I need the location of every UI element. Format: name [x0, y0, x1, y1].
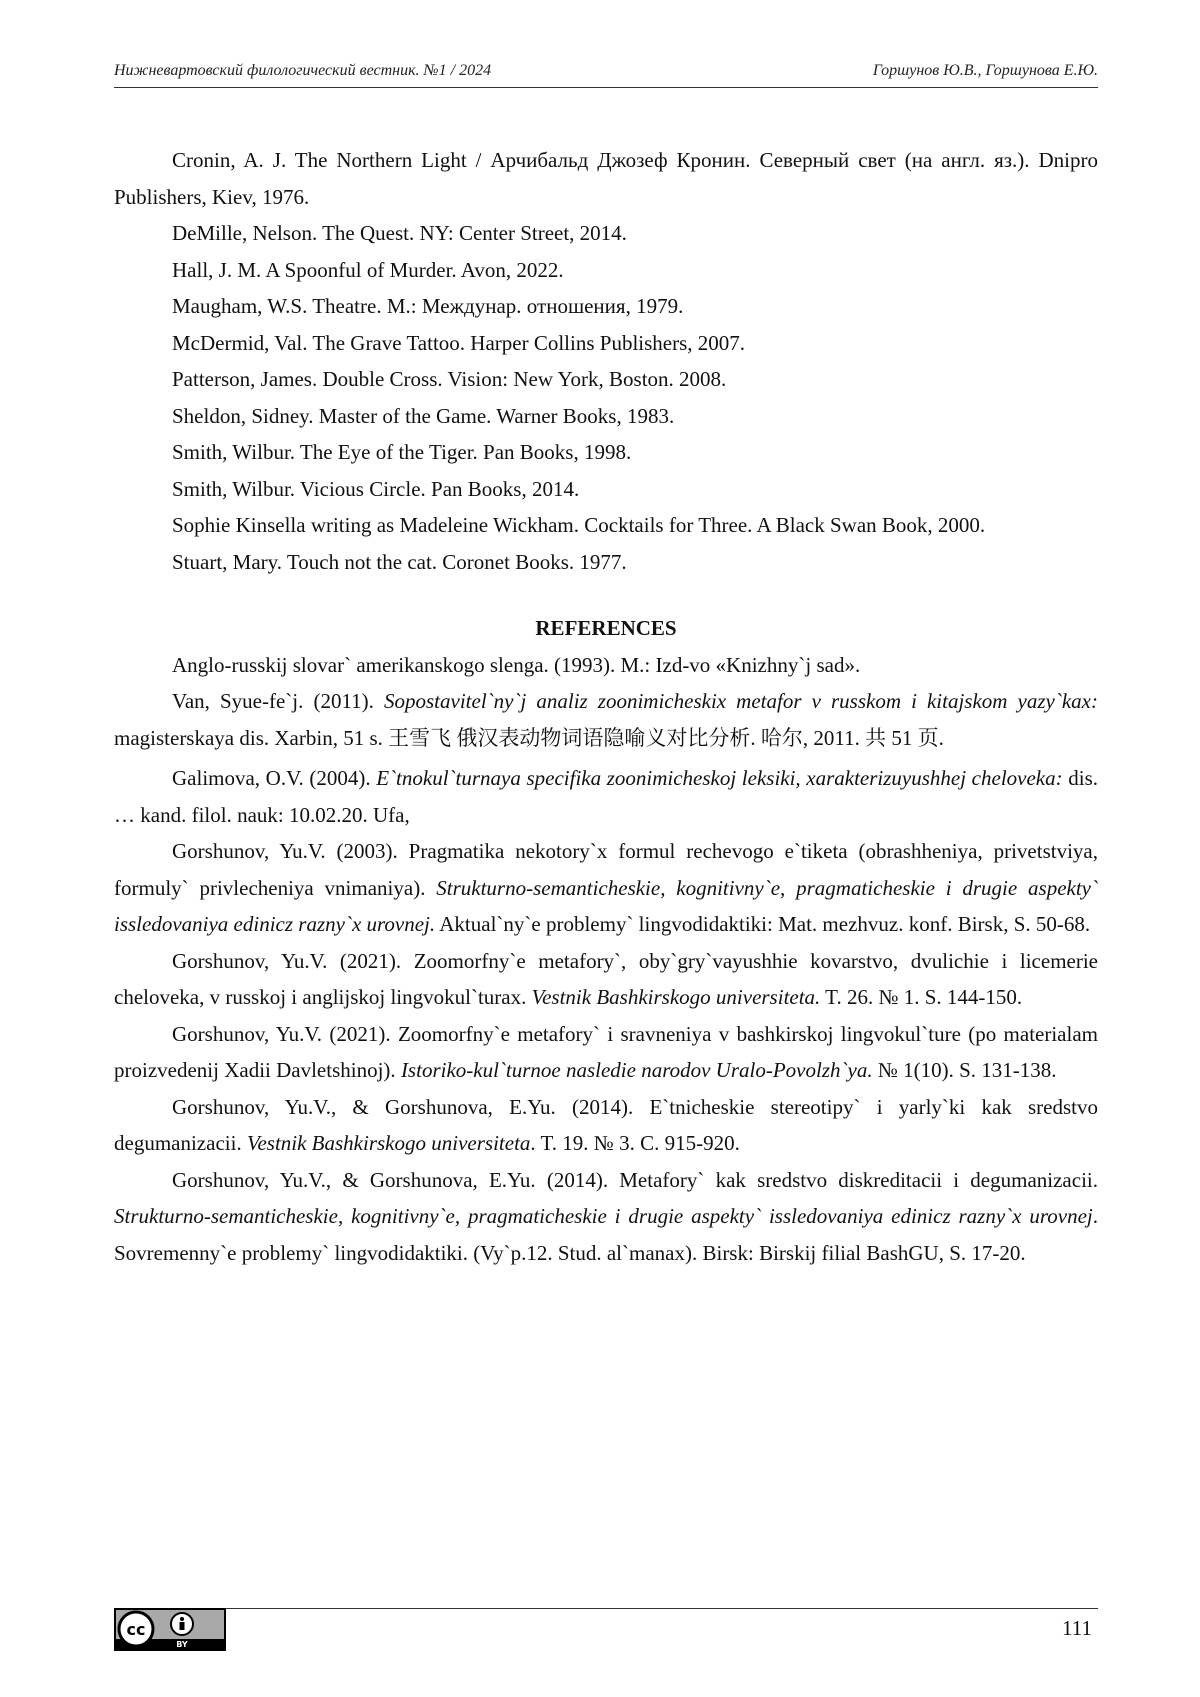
source-entry: Patterson, James. Double Cross. Vision: New York, Boston. 2008. [172, 367, 727, 391]
sources-list [114, 142, 1098, 580]
reference-entry: Gorshunov, Yu.V. (2003). Pragmatika nekotory`x formul rechevogo e`tiketa (obrashheniya, privetstviya, formuly` privlecheniya vnimaniya). Strukturno-semanticheskie, kognitivny`e, pragmaticheskie i drugie aspekty` issledovaniya edinicz razny`x urovnej. Aktual`ny`e problemy` lingvodidaktiki: Mat. mezhvuz. konf. Birsk, S. 50-68. [114, 839, 1098, 936]
svg-text:cc: cc [126, 1620, 146, 1639]
references-list [114, 647, 1098, 1272]
cc-by-logo [116, 1610, 224, 1649]
source-entry: Smith, Wilbur. The Eye of the Tiger. Pan Books, 1998. [172, 440, 632, 464]
source-entry: Smith, Wilbur. Vicious Circle. Pan Books, 2014. [172, 476, 580, 501]
source-entry: Maugham, W.S. Theatre. M.: Междунар. отношения, 1979. [172, 294, 684, 318]
reference-entry: Van, Syue-fe`j. (2011). Sopostavitel`ny`j analiz zoonimicheskix metafor v russkom i kitajskom yazy`kax: magisterskaya dis. Xarbin, 51 s. 王雪飞 俄汉表动物词语隐喻义对比分析. 哈尔, 2011. 共 51 页. [114, 689, 1098, 750]
reference-entry: Anglo-russkij slovar` amerikanskogo slenga. (1993). M.: Izd-vo «Knizhny`j sad». [172, 652, 861, 677]
references-heading: REFERENCES [535, 616, 677, 640]
cc-by-license-badge [114, 1608, 226, 1651]
source-entry: DeMille, Nelson. The Quest. NY: Center Street, 2014. [172, 221, 627, 245]
reference-entry: Galimova, O.V. (2004). E`tnokul`turnaya specifika zoonimicheskoj leksiki, xarakterizuyushhej cheloveka: dis. … kand. filol. nauk: 10.02.20. Ufa, [114, 766, 1098, 827]
source-entry: Cronin, A. J. The Northern Light / Арчибальд Джозеф Кронин. Северный свет (на англ. яз.). Dnipro Publishers, Kiev, 1976. [114, 148, 1098, 209]
journal-title: Нижневартовский филологический вестник. №1 / 2024 [114, 62, 492, 79]
source-entry: Sophie Kinsella writing as Madeleine Wickham. Cocktails for Three. A Black Swan Book, 2000. [172, 513, 986, 537]
footer-rule [114, 1608, 1098, 1609]
reference-entry: Gorshunov, Yu.V. (2021). Zoomorfny`e metafory` i sravneniya v bashkirskoj lingvokul`ture (po materialam proizvedenij Xadii Davletshinoj). Istoriko-kul`turnoe nasledie narodov Uralo-Povolzh`ya. № 1(10). S. 131-138. [114, 1021, 1098, 1082]
page-content [114, 142, 1098, 1271]
running-header [114, 62, 1098, 80]
source-entry: Stuart, Mary. Touch not the cat. Coronet Books. 1977. [172, 549, 627, 574]
source-entry: McDermid, Val. The Grave Tattoo. Harper Collins Publishers, 2007. [172, 330, 746, 355]
svg-text:BY: BY [176, 1640, 188, 1649]
header-authors: Горшунов Ю.В., Горшунова Е.Ю. [872, 62, 1098, 79]
page-number: 111 [1062, 1616, 1092, 1640]
source-entry: Sheldon, Sidney. Master of the Game. Warner Books, 1983. [172, 403, 675, 428]
reference-entry: Gorshunov, Yu.V. (2021). Zoomorfny`e metafory`, oby`gry`vayushhie kovarstvo, dvulichie i licemerie cheloveka, v russkoj i anglijskoj lingvokul`turax. Vestnik Bashkirskogo universiteta. T. 26. № 1. S. 144-150. [114, 948, 1098, 1009]
header-rule [114, 87, 1098, 88]
reference-entry: Gorshunov, Yu.V., & Gorshunova, E.Yu. (2014). E`tnicheskie stereotipy` i yarly`ki kak sredstvo degumanizacii. Vestnik Bashkirskogo universiteta. T. 19. № 3. C. 915-920. [114, 1094, 1098, 1155]
source-entry: Hall, J. M. A Spoonful of Murder. Avon, 2022. [172, 257, 564, 282]
reference-entry: Gorshunov, Yu.V., & Gorshunova, E.Yu. (2014). Metafory` kak sredstvo diskreditacii i degumanizacii. Strukturno-semanticheskie, kognitivny`e, pragmaticheskie i drugie aspekty` issledovaniya edinicz razny`x urovnej. Sovremenny`e problemy` lingvodidaktiki. (Vy`p.12. Stud. al`manax). Birsk: Birskij filial BashGU, S. 17-20. [114, 1167, 1098, 1265]
